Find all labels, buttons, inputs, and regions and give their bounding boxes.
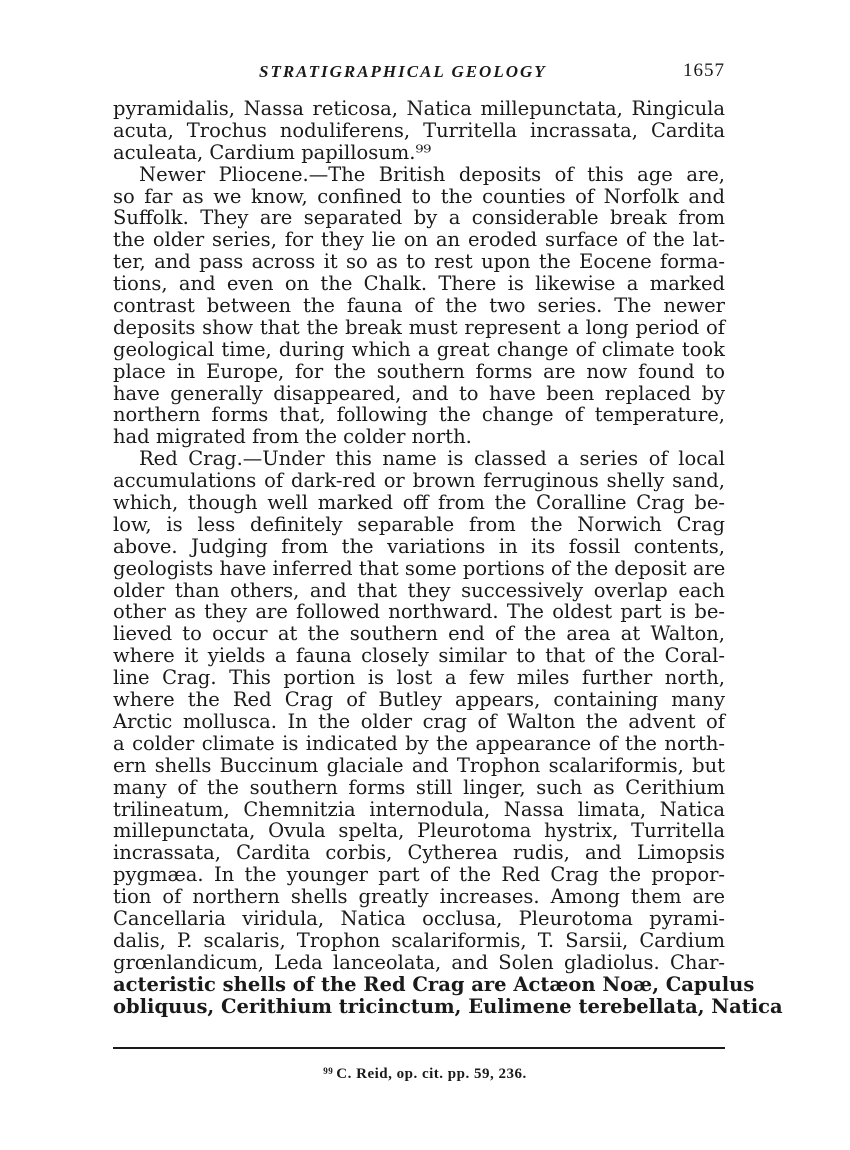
running-head: STRATIGRAPHICAL GEOLOGY bbox=[259, 62, 547, 81]
page-number: 1657 bbox=[683, 60, 725, 81]
text-line: Suffolk. They are separated by a considerable break from bbox=[113, 206, 725, 230]
text-line: above. Judging from the variations in its fossil contents, bbox=[113, 534, 725, 558]
text-line: millepunctata, Ovula spelta, Pleurotoma hystrix, Turritella bbox=[113, 819, 725, 843]
text-line: aculeata, Cardium papillosum.⁹⁹ bbox=[113, 140, 432, 164]
text-line: ern shells Buccinum glaciale and Trophon scalariformis, but bbox=[113, 753, 725, 777]
text-line: grœnlandicum, Leda lanceolata, and Solen gladiolus. Char- bbox=[113, 950, 725, 974]
text-line: accumulations of dark-red or brown ferruginous shelly sand, bbox=[113, 469, 725, 493]
text-line: ter, and pass across it so as to rest upon the Eocene forma- bbox=[113, 250, 725, 274]
text-line: older than others, and that they successively overlap each bbox=[113, 578, 725, 602]
text-line: have generally disappeared, and to have been replaced by bbox=[113, 381, 725, 405]
text-line: deposits show that the break must represent a long period of bbox=[113, 315, 725, 339]
footnote bbox=[0, 1066, 850, 1083]
text-line: line Crag. This portion is lost a few miles further north, bbox=[113, 666, 725, 690]
text-line: so far as we know, confined to the counties of Norfolk and bbox=[113, 184, 725, 208]
text-line: pyramidalis, Nassa reticosa, Natica millepunctata, Ringicula bbox=[113, 97, 725, 120]
text-line: tions, and even on the Chalk. There is likewise a marked bbox=[113, 272, 725, 296]
text-line: had migrated from the colder north. bbox=[113, 425, 472, 449]
text-line: northern forms that, following the change of temperature, bbox=[113, 403, 725, 427]
text-line: dalis, P. scalaris, Trophon scalariformis, T. Sarsii, Cardium bbox=[113, 928, 725, 952]
text-line: geological time, during which a great change of climate took bbox=[113, 337, 725, 361]
text-line: acuta, Trochus noduliferens, Turritella incrassata, Cardita bbox=[113, 118, 725, 142]
text-line: lieved to occur at the southern end of the area at Walton, bbox=[113, 622, 725, 646]
section-heading-newer-pliocene: Newer Pliocene.—The British deposits of this age are, bbox=[139, 162, 725, 186]
text-line: which, though well marked off from the Coralline Crag be- bbox=[113, 491, 725, 515]
text-line: where the Red Crag of Butley appears, containing many bbox=[113, 688, 725, 712]
text-line: trilineatum, Chemnitzia internodula, Nassa limata, Natica bbox=[113, 797, 725, 821]
body-text bbox=[113, 97, 783, 1018]
text-line: many of the southern forms still linger, such as Cerithium bbox=[113, 775, 725, 799]
footnote-rule bbox=[113, 1047, 725, 1049]
footnote-marker: 99 bbox=[323, 1066, 334, 1076]
text-line: incrassata, Cardita corbis, Cytherea rudis, and Limopsis bbox=[113, 841, 725, 865]
text-line: geologists have inferred that some portions of the deposit are bbox=[113, 556, 726, 580]
text-line: contrast between the fauna of the two series. The newer bbox=[113, 294, 725, 318]
text-line: Arctic mollusca. In the older crag of Walton the advent of bbox=[113, 709, 725, 733]
text-line: obliquus, Cerithium tricinctum, Eulimene terebellata, Natica bbox=[113, 994, 783, 1018]
text-line: acteristic shells of the Red Crag are Actæon Noæ, Capulus bbox=[113, 972, 755, 996]
text-line: low, is less definitely separable from the Norwich Crag bbox=[113, 512, 725, 536]
text-line: a colder climate is indicated by the appearance of the north- bbox=[113, 731, 725, 755]
text-line: pygmæa. In the younger part of the Red Crag the propor- bbox=[113, 863, 725, 887]
section-heading-red-crag: Red Crag.—Under this name is classed a series of local bbox=[139, 447, 725, 471]
text-line: where it yields a fauna closely similar to that of the Coral- bbox=[113, 644, 725, 668]
text-line: Cancellaria viridula, Natica occlusa, Pleurotoma pyrami- bbox=[113, 906, 725, 930]
text-line: the older series, for they lie on an eroded surface of the lat- bbox=[113, 228, 725, 252]
footnote-text: C. Reid, op. cit. pp. 59, 236. bbox=[336, 1066, 527, 1082]
text-line: other as they are followed northward. The oldest part is be- bbox=[113, 600, 725, 624]
page-header bbox=[113, 60, 725, 88]
text-line: place in Europe, for the southern forms are now found to bbox=[113, 359, 725, 383]
text-line: tion of northern shells greatly increases. Among them are bbox=[113, 885, 725, 909]
